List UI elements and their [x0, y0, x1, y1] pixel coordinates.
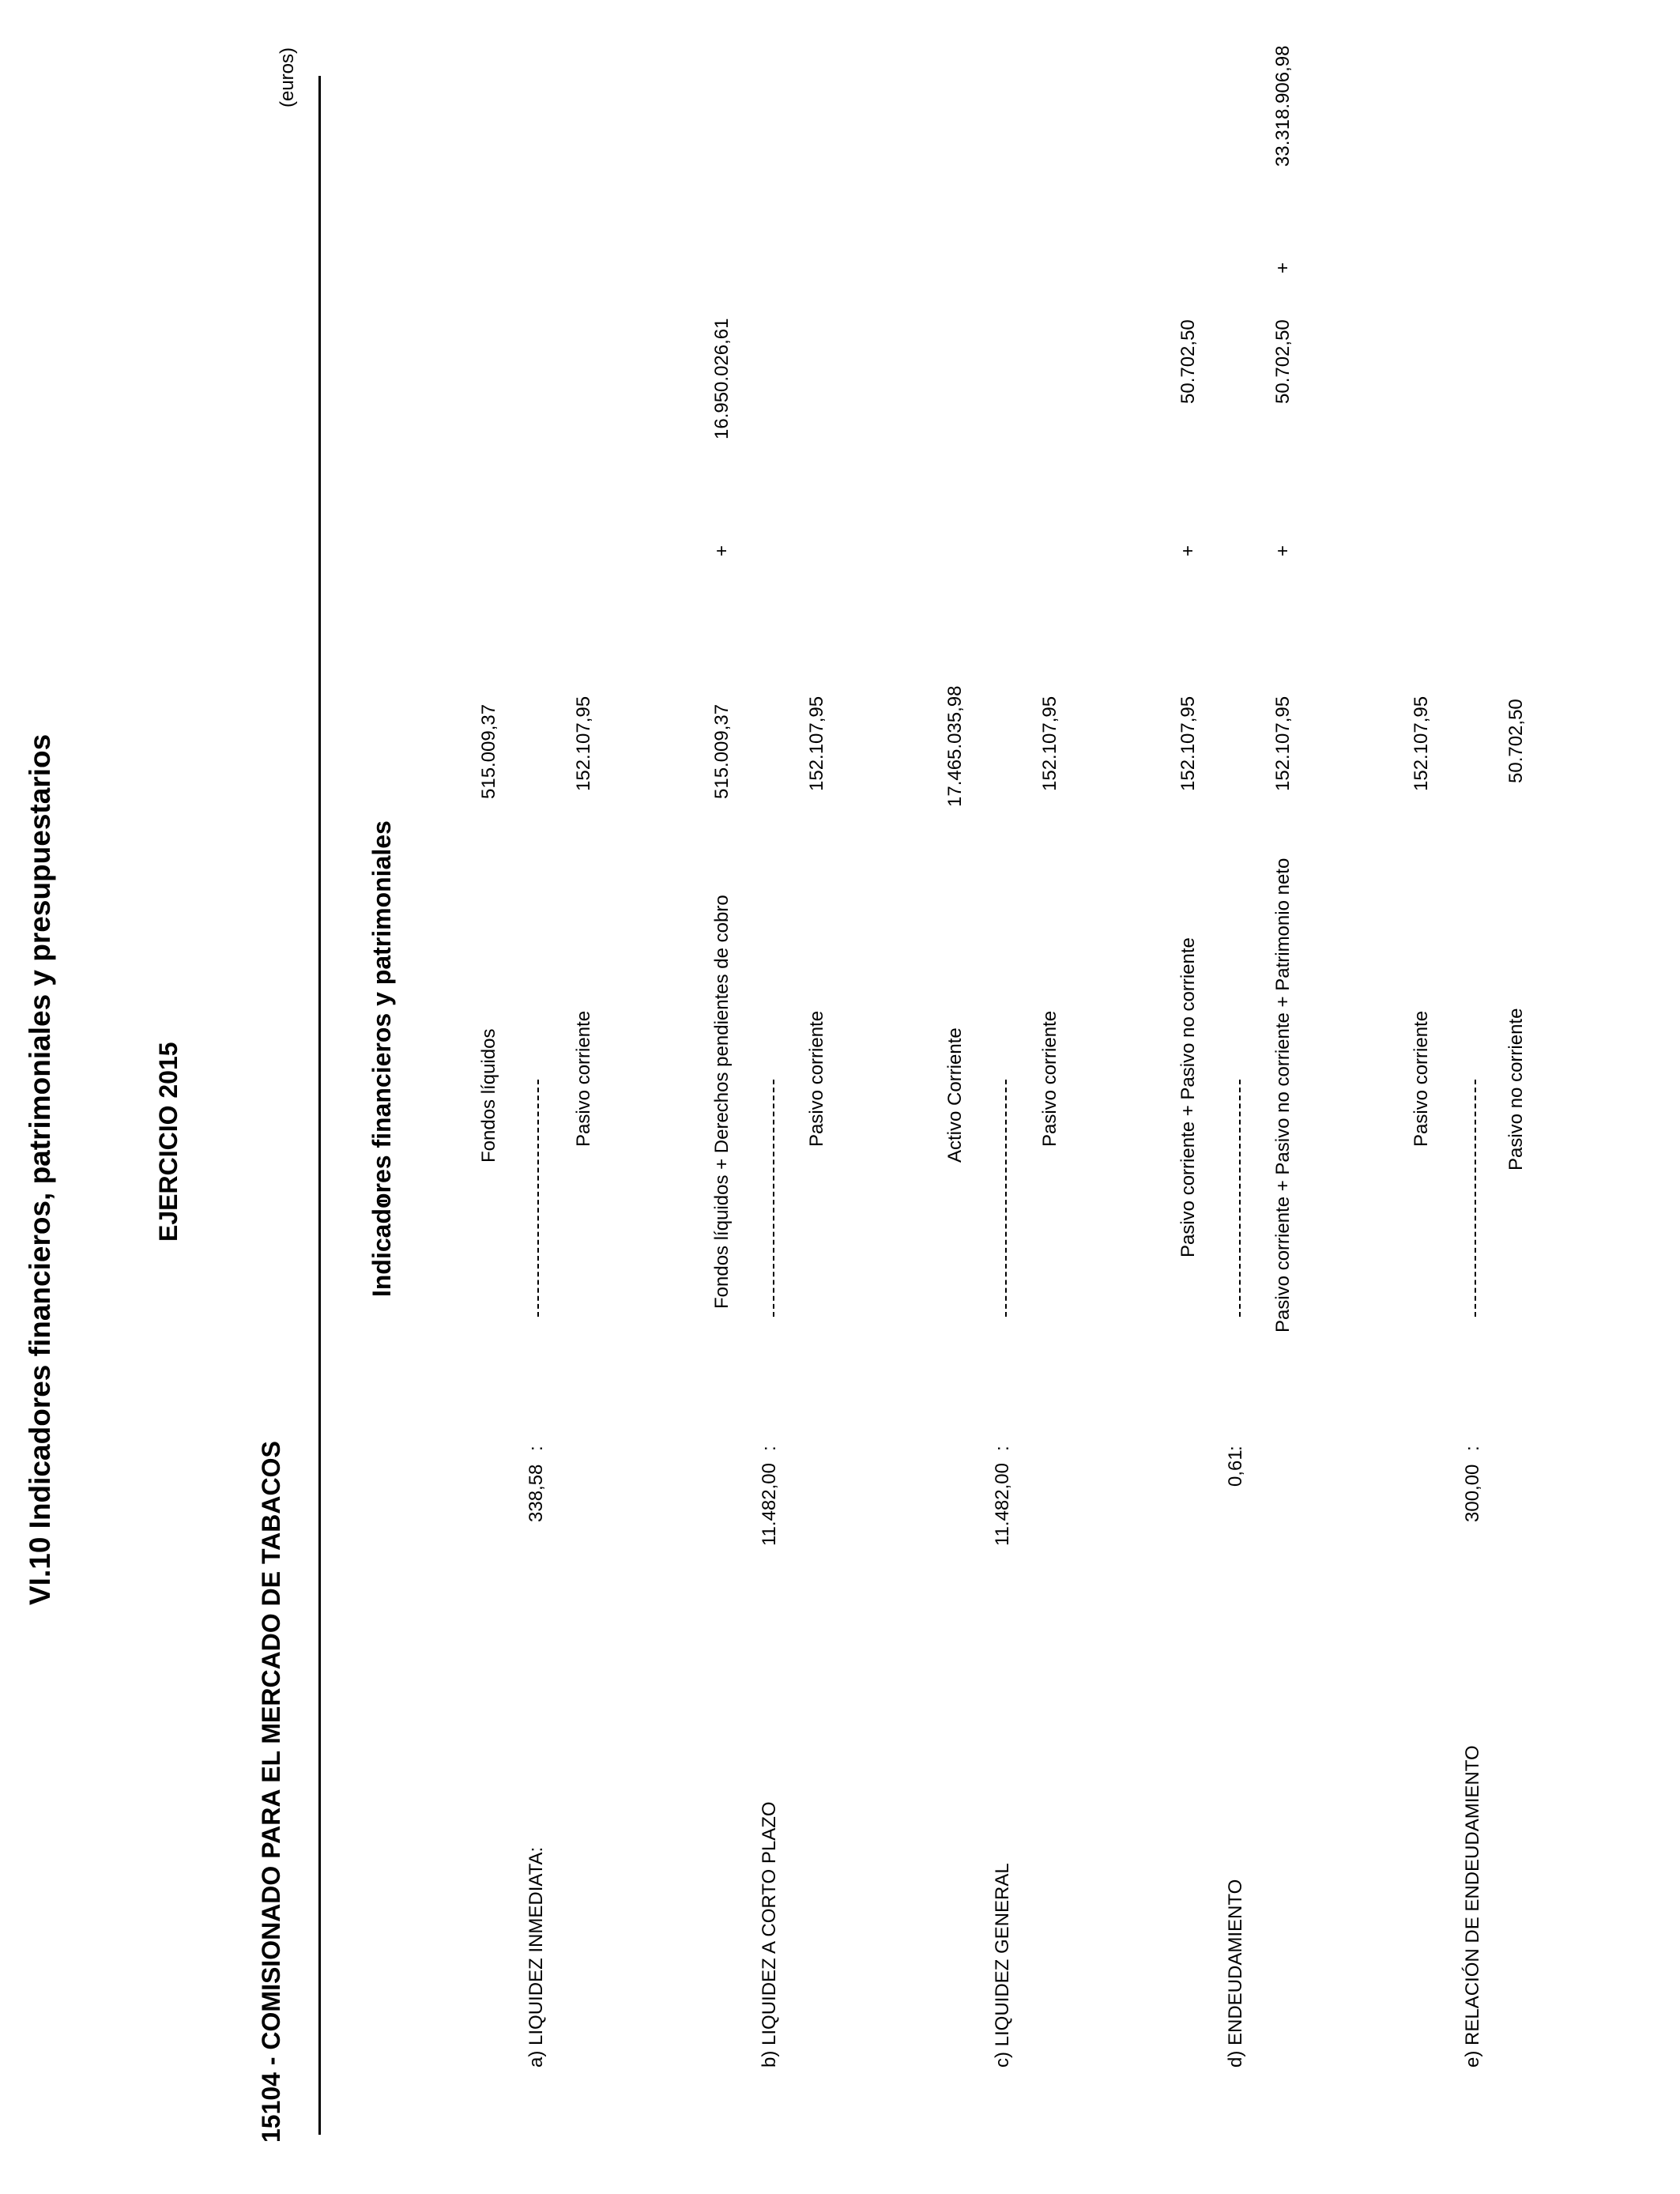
denominator-value: 152.107,95 — [1272, 696, 1294, 791]
indicator-value: 0,61 — [1225, 1449, 1246, 1487]
numerator-formula: Activo Corriente — [944, 1027, 966, 1163]
denominator-value: 33.318.906,98 — [1272, 45, 1294, 167]
indicator-separator: : — [992, 1446, 1013, 1451]
header-rule — [318, 76, 321, 2135]
denominator-formula: Pasivo corriente — [806, 1010, 827, 1147]
numerator-formula: Pasivo corriente + Pasivo no corriente — [1177, 937, 1199, 1257]
indicator-value: 300,00 — [1462, 1464, 1483, 1522]
denominator-value: 152.107,95 — [573, 696, 594, 791]
indicator-separator: : — [525, 1446, 547, 1451]
indicator-label: e) RELACIÓN DE ENDEUDAMIENTO — [1462, 1745, 1483, 2068]
plus-sign: + — [711, 545, 733, 556]
denominator-formula: Pasivo corriente — [1039, 1010, 1060, 1147]
numerator-value: 515.009,37 — [711, 703, 733, 799]
indicator-label: b) LIQUIDEZ A CORTO PLAZO — [759, 1801, 780, 2068]
numerator-formula: Fondos líquidos + Derechos pendientes de cobro — [711, 895, 733, 1309]
denominator-value: 50.702,50 — [1272, 319, 1294, 404]
page-title: VI.10 Indicadores financieros, patrimoniales y presupuestarios — [24, 733, 56, 1605]
plus-sign: + — [1272, 262, 1294, 273]
unit-label: (euros) — [277, 47, 298, 107]
numerator-value: 50.702,50 — [1177, 319, 1199, 404]
plus-sign: + — [1177, 545, 1199, 556]
indicator-value: 11.482,00 — [992, 1463, 1013, 1546]
indicator-label: d) ENDEUDAMIENTO — [1225, 1879, 1246, 2068]
numerator-formula: Pasivo corriente — [1411, 1010, 1432, 1147]
entity-heading: 15104 - COMISIONADO PARA EL MERCADO DE TABACOS — [257, 1441, 285, 2143]
fraction-line — [1239, 1080, 1241, 1317]
denominator-value: 50.702,50 — [1505, 699, 1527, 783]
denominator-value: 152.107,95 — [1039, 696, 1060, 791]
fraction-line — [537, 1080, 539, 1317]
indicator-separator: : — [1462, 1446, 1483, 1451]
exercise-heading: EJERCICIO 2015 — [154, 1042, 183, 1242]
denominator-formula: Pasivo corriente — [573, 1010, 594, 1147]
plus-sign: + — [1272, 545, 1294, 556]
denominator-formula: Pasivo no corriente — [1505, 1008, 1527, 1171]
numerator-value: 16.950.026,61 — [711, 318, 733, 439]
numerator-formula: Fondos líquidos — [478, 1028, 499, 1163]
numerator-value: 515.009,37 — [478, 703, 499, 799]
fraction-line — [773, 1080, 774, 1317]
indicator-label: a) LIQUIDEZ INMEDIATA: — [525, 1846, 547, 2068]
numerator-value: 152.107,95 — [1411, 696, 1432, 791]
indicator-value: 338,58 — [525, 1464, 547, 1522]
section-title: Indicadores financieros y patrimoniales — [367, 820, 396, 1297]
fraction-line — [1005, 1080, 1007, 1317]
numerator-value: 152.107,95 — [1177, 696, 1199, 791]
indicator-label: c) LIQUIDEZ GENERAL — [992, 1863, 1013, 2068]
indicator-separator: : — [1225, 1446, 1246, 1451]
denominator-value: 152.107,95 — [806, 696, 827, 791]
indicator-value: 11.482,00 — [759, 1463, 780, 1546]
indicator-separator: : — [759, 1446, 780, 1451]
fraction-line — [1475, 1080, 1476, 1317]
numerator-value: 17.465.035,98 — [944, 685, 966, 807]
denominator-formula: Pasivo corriente + Pasivo no corriente + Patrimonio neto — [1272, 858, 1294, 1333]
